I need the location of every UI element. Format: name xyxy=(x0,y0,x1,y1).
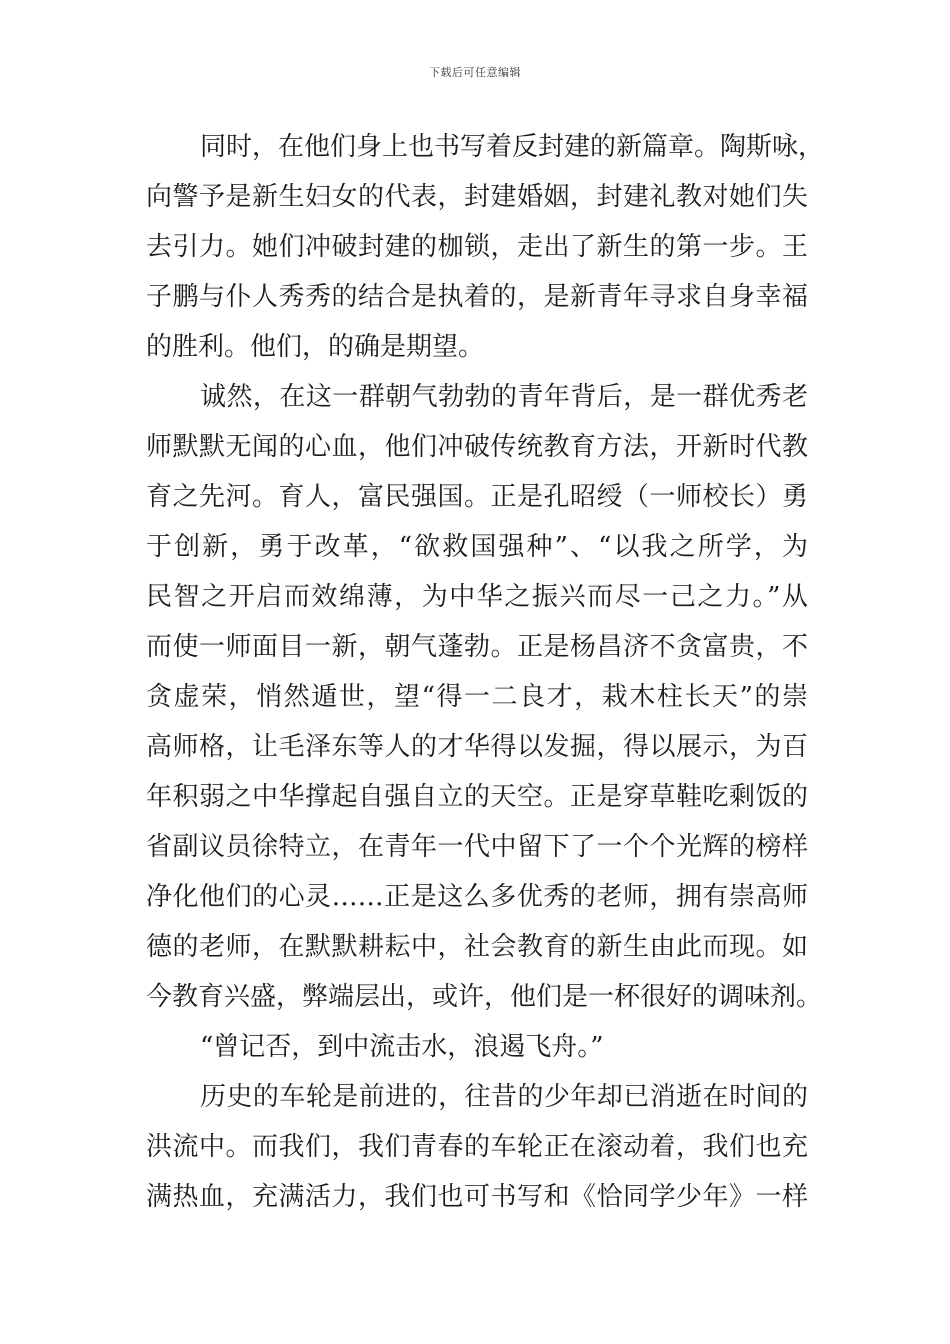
text-line: 而使一师面目一新，朝气蓬勃。正是杨昌济不贪富贵，不 xyxy=(146,632,808,662)
text-line: 的胜利。他们，的确是期望。 xyxy=(146,332,485,362)
text-line: 高师格，让毛泽东等人的才华得以发掘，得以展示，为百 xyxy=(146,732,808,762)
document-body xyxy=(146,122,825,1222)
text-line: 今教育兴盛，弊端层出，或许，他们是一杯很好的调味剂。 xyxy=(146,982,823,1012)
text-line: 同时，在他们身上也书写着反封建的新篇章。陶斯咏， xyxy=(200,132,825,162)
text-line: 满热血，充满活力，我们也可书写和《恰同学少年》一样 xyxy=(146,1182,808,1212)
paragraph xyxy=(146,1022,808,1072)
text-line: 民智之开启而效绵薄，为中华之振兴而尽一己之力。”从 xyxy=(146,582,808,612)
paragraph xyxy=(146,122,825,372)
text-line: 诚然，在这一群朝气勃勃的青年背后，是一群优秀老 xyxy=(200,382,808,412)
paragraph xyxy=(146,1072,808,1222)
text-line: 净化他们的心灵……正是这么多优秀的老师，拥有崇高师 xyxy=(146,882,808,912)
text-line: 师默默无闻的心血，他们冲破传统教育方法，开新时代教 xyxy=(146,432,808,462)
paragraph xyxy=(146,372,823,1022)
text-line: 向警予是新生妇女的代表，封建婚姻，封建礼教对她们失 xyxy=(146,182,808,212)
text-line: 子鹏与仆人秀秀的结合是执着的，是新青年寻求自身幸福 xyxy=(146,282,808,312)
text-line: 德的老师，在默默耕耘中，社会教育的新生由此而现。如 xyxy=(146,932,808,962)
page-header: 下载后可任意编辑 xyxy=(429,66,521,79)
text-line: 于创新，勇于改革，“欲救国强种”、“以我之所学，为 xyxy=(146,532,808,562)
text-line: 省副议员徐特立，在青年一代中留下了一个个光辉的榜样 xyxy=(146,832,808,862)
text-line: 洪流中。而我们，我们青春的车轮正在滚动着，我们也充 xyxy=(146,1132,808,1162)
text-line: 去引力。她们冲破封建的枷锁，走出了新生的第一步。王 xyxy=(146,232,808,262)
text-line: 历史的车轮是前进的，往昔的少年却已消逝在时间的 xyxy=(200,1082,808,1112)
text-line: “曾记否，到中流击水，浪遏飞舟。” xyxy=(200,1032,604,1062)
text-line: 育之先河。育人，富民强国。正是孔昭绶（一师校长）勇 xyxy=(146,482,808,512)
text-line: 年积弱之中华撑起自强自立的天空。正是穿草鞋吃剩饭的 xyxy=(146,782,808,812)
text-line: 贪虚荣，悄然遁世，望“得一二良才，栽木柱长天”的崇 xyxy=(146,682,808,712)
